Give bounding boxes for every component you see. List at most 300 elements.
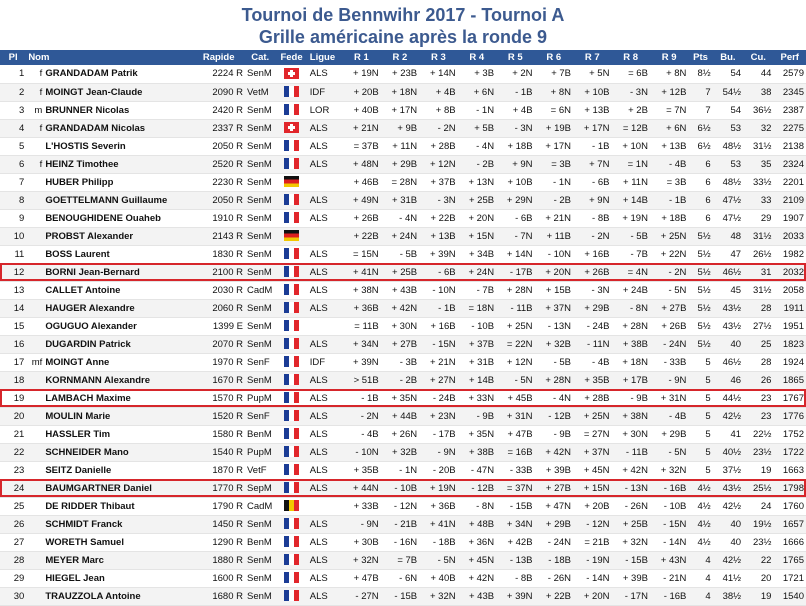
- round-3-cell: + 28B: [419, 137, 457, 155]
- flag-fr-icon: [284, 104, 299, 115]
- rank-cell: 6: [0, 155, 26, 173]
- column-header: R 9: [661, 52, 677, 63]
- round-9-cell: - 1B: [650, 191, 688, 209]
- round-6-cell: + 27B: [535, 479, 573, 497]
- league-cell: ALS: [308, 551, 342, 569]
- points-cell: 8½: [688, 65, 712, 83]
- round-6-cell: + 32B: [535, 335, 573, 353]
- player-name: SCHNEIDER Mano: [45, 446, 129, 458]
- rank-cell: 27: [0, 533, 26, 551]
- league-cell: ALS: [308, 281, 342, 299]
- buchholz-cell: 40: [713, 335, 743, 353]
- round-6-cell: - 24N: [535, 533, 573, 551]
- player-name-cell: [26, 371, 192, 389]
- table-row: [0, 263, 806, 281]
- round-4-cell: + 20N: [458, 209, 496, 227]
- flag-fr-icon: [284, 464, 299, 475]
- player-name-cell: [26, 263, 192, 281]
- round-2-cell: + 26N: [381, 425, 419, 443]
- cumulative-cell: 26: [743, 371, 773, 389]
- round-6-cell: - 5B: [535, 353, 573, 371]
- player-name-cell: [26, 227, 192, 245]
- points-cell: 6: [688, 155, 712, 173]
- buchholz-cell: 54½: [713, 83, 743, 101]
- rank-cell: 24: [0, 479, 26, 497]
- round-6-cell: + 28N: [535, 371, 573, 389]
- points-cell: 6: [688, 173, 712, 191]
- table-body: [0, 65, 806, 605]
- header-row: [0, 50, 806, 65]
- category-cell: SenM: [245, 551, 275, 569]
- rank-cell: 20: [0, 407, 26, 425]
- category-cell: SenM: [245, 335, 275, 353]
- round-1-cell: + 38N: [342, 281, 380, 299]
- round-9-cell: + 43N: [650, 551, 688, 569]
- performance-cell: 1663: [773, 461, 806, 479]
- column-header: Perf: [780, 52, 799, 63]
- points-cell: 5: [688, 407, 712, 425]
- flag-fr-icon: [284, 518, 299, 529]
- round-3-cell: + 16B: [419, 317, 457, 335]
- round-2-cell: + 29B: [381, 155, 419, 173]
- round-6-cell: - 2B: [535, 191, 573, 209]
- round-9-cell: - 2N: [650, 263, 688, 281]
- table-row: [0, 407, 806, 425]
- buchholz-cell: 45: [713, 281, 743, 299]
- category-cell: SenF: [245, 407, 275, 425]
- category-cell: SenM: [245, 119, 275, 137]
- round-2-cell: + 43B: [381, 281, 419, 299]
- cumulative-cell: 32: [743, 119, 773, 137]
- title-prefix: f: [39, 68, 43, 80]
- league-cell: ALS: [308, 569, 342, 587]
- category-cell: CadM: [245, 497, 275, 515]
- round-7-cell: + 35B: [573, 371, 611, 389]
- table-row: [0, 155, 806, 173]
- flag-de-icon: [284, 176, 299, 187]
- category-cell: SenM: [245, 191, 275, 209]
- rank-cell: 28: [0, 551, 26, 569]
- round-2-cell: - 15B: [381, 587, 419, 605]
- round-5-cell: + 28N: [496, 281, 534, 299]
- title-prefix: m: [34, 104, 43, 116]
- buchholz-cell: 48½: [713, 137, 743, 155]
- category-cell: SenM: [245, 155, 275, 173]
- player-name-cell: [26, 443, 192, 461]
- round-2-cell: - 16N: [381, 533, 419, 551]
- federation-cell: [275, 461, 307, 479]
- column-header: Cu.: [750, 52, 766, 63]
- points-cell: 4½: [688, 515, 712, 533]
- round-3-cell: + 22B: [419, 209, 457, 227]
- round-3-cell: - 9N: [419, 443, 457, 461]
- round-5-cell: + 39N: [496, 587, 534, 605]
- league-cell: ALS: [308, 245, 342, 263]
- round-4-cell: + 14B: [458, 371, 496, 389]
- rank-cell: 23: [0, 461, 26, 479]
- rank-cell: 26: [0, 515, 26, 533]
- round-8-cell: + 28N: [611, 317, 649, 335]
- round-8-cell: + 25B: [611, 515, 649, 533]
- league-cell: ALS: [308, 263, 342, 281]
- federation-cell: [275, 335, 307, 353]
- round-4-cell: + 24N: [458, 263, 496, 281]
- buchholz-cell: 47½: [713, 209, 743, 227]
- player-name-cell: [26, 569, 192, 587]
- performance-cell: 1540: [773, 587, 806, 605]
- rank-cell: 3: [0, 101, 26, 119]
- buchholz-cell: 47: [713, 245, 743, 263]
- rating-cell: 2100 R: [192, 263, 245, 281]
- league-cell: IDF: [308, 83, 342, 101]
- round-7-cell: + 5N: [573, 65, 611, 83]
- federation-cell: [275, 119, 307, 137]
- round-5-cell: + 42B: [496, 533, 534, 551]
- round-5-cell: = 16B: [496, 443, 534, 461]
- category-cell: SenM: [245, 263, 275, 281]
- federation-cell: [275, 371, 307, 389]
- flag-fr-icon: [284, 248, 299, 259]
- round-6-cell: + 11B: [535, 227, 573, 245]
- league-cell: ALS: [308, 209, 342, 227]
- column-header: Nom: [28, 52, 50, 63]
- round-9-cell: + 31N: [650, 389, 688, 407]
- round-7-cell: - 11N: [573, 335, 611, 353]
- round-4-cell: + 43B: [458, 587, 496, 605]
- round-3-cell: + 23N: [419, 407, 457, 425]
- title-prefix: f: [39, 158, 43, 170]
- rank-cell: 25: [0, 497, 26, 515]
- player-name-cell: [26, 425, 192, 443]
- table-row: [0, 245, 806, 263]
- category-cell: PupM: [245, 389, 275, 407]
- player-name: CALLET Antoine: [45, 284, 121, 296]
- round-6-cell: - 26N: [535, 569, 573, 587]
- round-2-cell: + 44B: [381, 407, 419, 425]
- flag-fr-icon: [284, 572, 299, 583]
- table-row: [0, 137, 806, 155]
- rating-cell: 1450 R: [192, 515, 245, 533]
- table-row: [0, 551, 806, 569]
- round-8-cell: - 11B: [611, 443, 649, 461]
- round-6-cell: + 7B: [535, 65, 573, 83]
- player-name: MEYER Marc: [45, 554, 104, 566]
- league-cell: LOR: [308, 101, 342, 119]
- points-cell: 4½: [688, 533, 712, 551]
- round-3-cell: + 39N: [419, 245, 457, 263]
- table-row: [0, 335, 806, 353]
- points-cell: 4: [688, 569, 712, 587]
- rating-cell: 2520 R: [192, 155, 245, 173]
- rank-cell: 5: [0, 137, 26, 155]
- round-6-cell: + 19B: [535, 119, 573, 137]
- player-name: GRANDADAM Nicolas: [45, 122, 146, 134]
- round-8-cell: - 8N: [611, 299, 649, 317]
- player-name: KORNMANN Alexandre: [45, 374, 151, 386]
- category-cell: SenM: [245, 209, 275, 227]
- title-prefix: f: [39, 86, 43, 98]
- player-name-cell: [26, 245, 192, 263]
- cumulative-cell: 36½: [743, 101, 773, 119]
- column-header: Bu.: [720, 52, 736, 63]
- performance-cell: 2387: [773, 101, 806, 119]
- buchholz-cell: 42½: [713, 497, 743, 515]
- round-8-cell: - 3N: [611, 83, 649, 101]
- rating-cell: 1540 R: [192, 443, 245, 461]
- round-1-cell: - 10N: [342, 443, 380, 461]
- category-cell: SenM: [245, 137, 275, 155]
- federation-cell: [275, 83, 307, 101]
- rank-cell: 22: [0, 443, 26, 461]
- round-6-cell: + 20N: [535, 263, 573, 281]
- round-1-cell: + 39N: [342, 353, 380, 371]
- league-cell: ALS: [308, 443, 342, 461]
- rank-cell: 30: [0, 587, 26, 605]
- round-2-cell: - 6N: [381, 569, 419, 587]
- round-4-cell: - 10B: [458, 317, 496, 335]
- rating-cell: 2050 R: [192, 191, 245, 209]
- flag-fr-icon: [284, 338, 299, 349]
- round-4-cell: + 42N: [458, 569, 496, 587]
- rank-cell: 9: [0, 209, 26, 227]
- round-1-cell: - 27N: [342, 587, 380, 605]
- round-4-cell: - 12B: [458, 479, 496, 497]
- round-3-cell: + 14N: [419, 65, 457, 83]
- federation-cell: [275, 353, 307, 371]
- player-name-cell: [26, 155, 192, 173]
- flag-de-icon: [284, 230, 299, 241]
- table-row: [0, 425, 806, 443]
- player-name: BORNI Jean-Bernard: [45, 266, 140, 278]
- round-6-cell: + 8N: [535, 83, 573, 101]
- round-7-cell: = 21B: [573, 533, 611, 551]
- flag-fr-icon: [284, 266, 299, 277]
- round-3-cell: + 36B: [419, 497, 457, 515]
- round-3-cell: - 2N: [419, 119, 457, 137]
- table-row: [0, 479, 806, 497]
- rank-cell: 15: [0, 317, 26, 335]
- round-5-cell: - 33B: [496, 461, 534, 479]
- round-2-cell: + 11N: [381, 137, 419, 155]
- table-row: [0, 389, 806, 407]
- round-9-cell: + 27B: [650, 299, 688, 317]
- round-9-cell: - 21N: [650, 569, 688, 587]
- round-4-cell: + 48B: [458, 515, 496, 533]
- buchholz-cell: 54: [713, 65, 743, 83]
- performance-cell: 1911: [773, 299, 806, 317]
- rank-cell: 29: [0, 569, 26, 587]
- rank-cell: 13: [0, 281, 26, 299]
- federation-cell: [275, 407, 307, 425]
- round-8-cell: - 7B: [611, 245, 649, 263]
- round-4-cell: - 2B: [458, 155, 496, 173]
- points-cell: 4: [688, 551, 712, 569]
- player-name-cell: [26, 335, 192, 353]
- round-3-cell: - 1B: [419, 299, 457, 317]
- round-3-cell: + 21N: [419, 353, 457, 371]
- round-9-cell: - 16B: [650, 479, 688, 497]
- round-7-cell: - 19N: [573, 551, 611, 569]
- round-1-cell: + 19N: [342, 65, 380, 83]
- table-row: [0, 281, 806, 299]
- federation-cell: [275, 317, 307, 335]
- buchholz-cell: 54: [713, 101, 743, 119]
- player-name-cell: [26, 461, 192, 479]
- flag-be-icon: [284, 500, 299, 511]
- player-name: HIEGEL Jean: [45, 572, 105, 584]
- round-2-cell: - 1N: [381, 461, 419, 479]
- table-row: [0, 191, 806, 209]
- round-2-cell: + 32B: [381, 443, 419, 461]
- points-cell: 7: [688, 101, 712, 119]
- cumulative-cell: 24: [743, 497, 773, 515]
- round-1-cell: + 35B: [342, 461, 380, 479]
- category-cell: CadM: [245, 281, 275, 299]
- points-cell: 5½: [688, 263, 712, 281]
- table-row: [0, 443, 806, 461]
- performance-cell: 2033: [773, 227, 806, 245]
- round-1-cell: - 4B: [342, 425, 380, 443]
- round-9-cell: + 22N: [650, 245, 688, 263]
- category-cell: SepM: [245, 479, 275, 497]
- player-name-cell: [26, 515, 192, 533]
- column-header: Fede: [280, 52, 303, 63]
- round-6-cell: + 37N: [535, 299, 573, 317]
- round-9-cell: + 8N: [650, 65, 688, 83]
- round-4-cell: + 13N: [458, 173, 496, 191]
- round-8-cell: = 6B: [611, 65, 649, 83]
- round-5-cell: + 31N: [496, 407, 534, 425]
- buchholz-cell: 41: [713, 425, 743, 443]
- cumulative-cell: 33½: [743, 173, 773, 191]
- category-cell: PupM: [245, 443, 275, 461]
- category-cell: SenM: [245, 299, 275, 317]
- table-row: [0, 497, 806, 515]
- round-9-cell: - 5N: [650, 281, 688, 299]
- flag-fr-icon: [284, 86, 299, 97]
- cumulative-cell: 38: [743, 83, 773, 101]
- round-6-cell: + 15B: [535, 281, 573, 299]
- round-1-cell: - 9N: [342, 515, 380, 533]
- rating-cell: 1570 R: [192, 389, 245, 407]
- round-7-cell: + 15N: [573, 479, 611, 497]
- round-2-cell: - 21B: [381, 515, 419, 533]
- league-cell: [308, 497, 342, 515]
- round-4-cell: + 33N: [458, 389, 496, 407]
- rank-cell: 16: [0, 335, 26, 353]
- round-6-cell: + 21N: [535, 209, 573, 227]
- flag-fr-icon: [284, 482, 299, 493]
- points-cell: 6½: [688, 119, 712, 137]
- round-3-cell: + 19N: [419, 479, 457, 497]
- league-cell: ALS: [308, 119, 342, 137]
- cumulative-cell: 31½: [743, 281, 773, 299]
- round-8-cell: + 38B: [611, 335, 649, 353]
- player-name: LAMBACH Maxime: [45, 392, 131, 404]
- flag-fr-icon: [284, 158, 299, 169]
- round-7-cell: + 25N: [573, 407, 611, 425]
- round-3-cell: - 10N: [419, 281, 457, 299]
- round-5-cell: - 7N: [496, 227, 534, 245]
- round-3-cell: + 13B: [419, 227, 457, 245]
- table-row: [0, 587, 806, 605]
- federation-cell: [275, 515, 307, 533]
- category-cell: SenM: [245, 317, 275, 335]
- round-8-cell: = 12B: [611, 119, 649, 137]
- federation-cell: [275, 389, 307, 407]
- round-8-cell: + 10N: [611, 137, 649, 155]
- performance-cell: 1982: [773, 245, 806, 263]
- round-7-cell: - 6B: [573, 173, 611, 191]
- round-7-cell: + 13B: [573, 101, 611, 119]
- player-name: HAUGER Alexandre: [45, 302, 135, 314]
- points-cell: 5½: [688, 299, 712, 317]
- category-cell: SenM: [245, 245, 275, 263]
- round-3-cell: + 37B: [419, 173, 457, 191]
- player-name-cell: [26, 281, 192, 299]
- round-5-cell: + 4B: [496, 101, 534, 119]
- round-1-cell: > 51B: [342, 371, 380, 389]
- buchholz-cell: 46½: [713, 263, 743, 281]
- player-name: BRUNNER Nicolas: [45, 104, 130, 116]
- round-2-cell: + 31B: [381, 191, 419, 209]
- round-6-cell: + 17N: [535, 137, 573, 155]
- round-5-cell: - 6B: [496, 209, 534, 227]
- rating-cell: 1970 R: [192, 353, 245, 371]
- rank-cell: 4: [0, 119, 26, 137]
- performance-cell: 2109: [773, 191, 806, 209]
- rating-cell: 1830 R: [192, 245, 245, 263]
- buchholz-cell: 40: [713, 515, 743, 533]
- flag-fr-icon: [284, 410, 299, 421]
- flag-fr-icon: [284, 554, 299, 565]
- performance-cell: 1951: [773, 317, 806, 335]
- flag-fr-icon: [284, 320, 299, 331]
- round-9-cell: - 4B: [650, 407, 688, 425]
- round-8-cell: + 17B: [611, 371, 649, 389]
- player-name-cell: [26, 551, 192, 569]
- cumulative-cell: 44: [743, 65, 773, 83]
- buchholz-cell: 38½: [713, 587, 743, 605]
- league-cell: ALS: [308, 587, 342, 605]
- player-name-cell: [26, 101, 192, 119]
- round-3-cell: + 4B: [419, 83, 457, 101]
- player-name: SCHMIDT Franck: [45, 518, 123, 530]
- federation-cell: [275, 227, 307, 245]
- player-name-cell: [26, 587, 192, 605]
- round-5-cell: + 9N: [496, 155, 534, 173]
- player-name-cell: [26, 173, 192, 191]
- column-header: Cat.: [251, 52, 270, 63]
- buchholz-cell: 46½: [713, 353, 743, 371]
- category-cell: SenM: [245, 587, 275, 605]
- round-8-cell: - 26N: [611, 497, 649, 515]
- cumulative-cell: 22: [743, 551, 773, 569]
- round-6-cell: + 29B: [535, 515, 573, 533]
- rank-cell: 17: [0, 353, 26, 371]
- points-cell: 4½: [688, 479, 712, 497]
- player-name: MOULIN Marie: [45, 410, 111, 422]
- player-name: SEITZ Danielle: [45, 464, 112, 476]
- cumulative-cell: 25½: [743, 479, 773, 497]
- round-7-cell: + 29B: [573, 299, 611, 317]
- round-5-cell: - 1B: [496, 83, 534, 101]
- league-cell: [308, 227, 342, 245]
- rating-cell: 2230 R: [192, 173, 245, 191]
- league-cell: ALS: [308, 155, 342, 173]
- flag-fr-icon: [284, 446, 299, 457]
- round-8-cell: - 5B: [611, 227, 649, 245]
